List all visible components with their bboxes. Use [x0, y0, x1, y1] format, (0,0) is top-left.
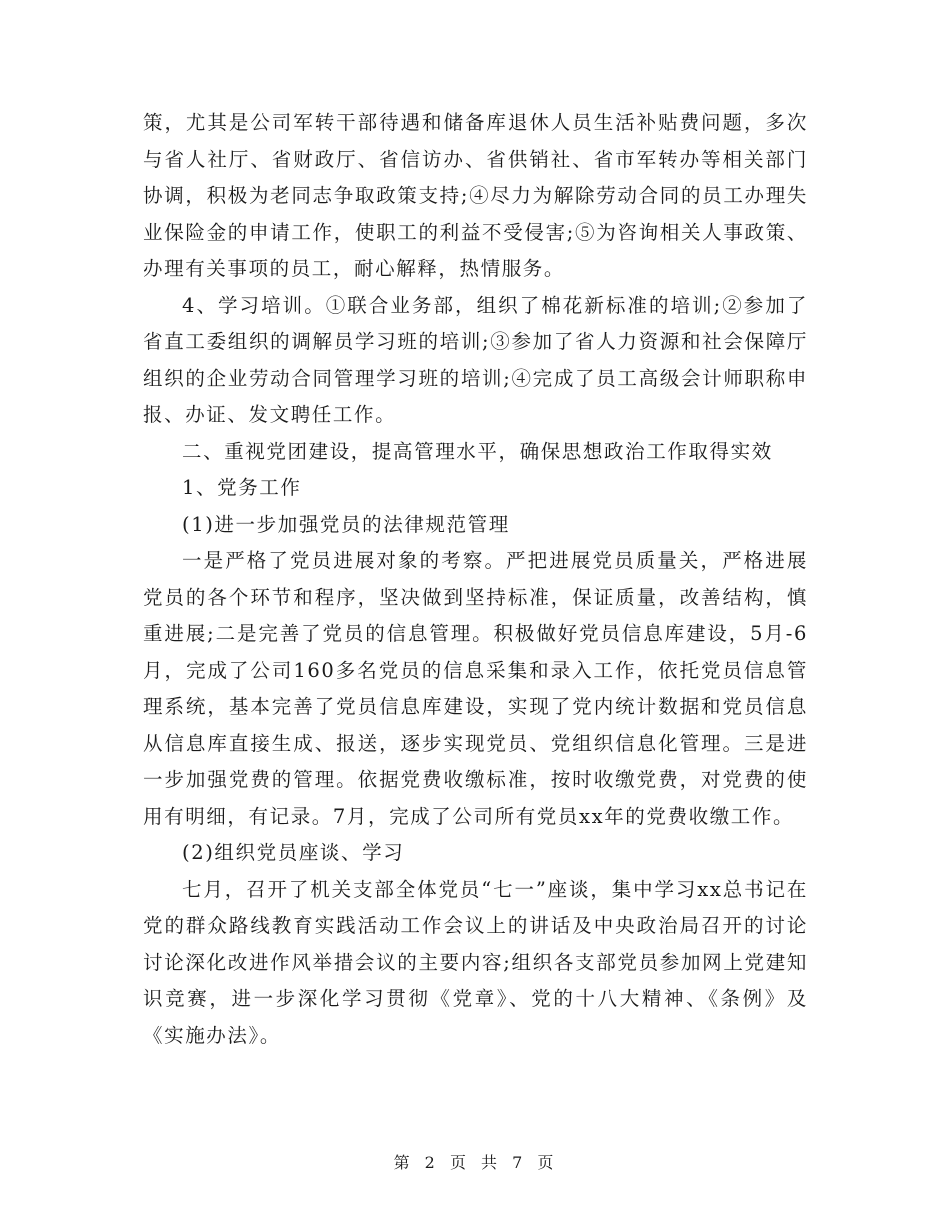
document-body	[143, 105, 808, 1054]
paragraph-symposium: 七月，召开了机关支部全体党员“七一”座谈，集中学习xx总书记在党的群众路线教育实践活动工作会议上的讲话及中央政治局召开的讨论讨论深化改进作风举措会议的主要内容;组织各支部党员参加网上党建知识竞赛，进一步深化学习贯彻《党章》、党的十八大精神、《条例》及《实施办法》。	[143, 877, 808, 1047]
section-heading-2: 二、重视党团建设，提高管理水平，确保思想政治工作取得实效	[182, 439, 773, 463]
paragraph-2: 4、学习培训。①联合业务部，组织了棉花新标准的培训;②参加了省直工委组织的调解员学习班的培训;③参加了省人力资源和社会保障厅组织的企业劳动合同管理学习班的培训;④完成了员工高级会计师职称申报、办证、发文聘任工作。	[143, 293, 808, 426]
paragraph-1: 策，尤其是公司军转干部待遇和储备库退休人员生活补贴费问题，多次与省人社厅、省财政厅、省信访办、省供销社、省市军转办等相关部门协调，积极为老同志争取政策支持;④尽力为解除劳动合同的员工办理失业保险金的申请工作，使职工的利益不受侵害;⑤为咨询相关人事政策、办理有关事项的员工，耐心解释，热情服务。	[143, 111, 808, 280]
page-number-footer: 第 2 页 共 7 页	[393, 1153, 557, 1172]
paragraph-member-management: 一是严格了党员进展对象的考察。严把进展党员质量关，严格进展党员的各个环节和程序，坚决做到坚持标准，保证质量，改善结构，慎重进展;二是完善了党员的信息管理。积极做好党员信息库建设，5月-6月，完成了公司160多名党员的信息采集和录入工作，依托党员信息管理系统，基本完善了党员信息库建设，实现了党内统计数据和党员信息从信息库直接生成、报送，逐步实现党员、党组织信息化管理。三是进一步加强党费的管理。依据党费收缴标准，按时收缴党费，对党费的使用有明细，有记录。7月，完成了公司所有党员xx年的党费收缴工作。	[143, 549, 808, 828]
subheading-symposium: (2)组织党员座谈、学习	[182, 841, 405, 864]
subheading-party-affairs: 1、党务工作	[182, 476, 302, 499]
subheading-legal-management: (1)进一步加强党员的法律规范管理	[182, 512, 510, 536]
